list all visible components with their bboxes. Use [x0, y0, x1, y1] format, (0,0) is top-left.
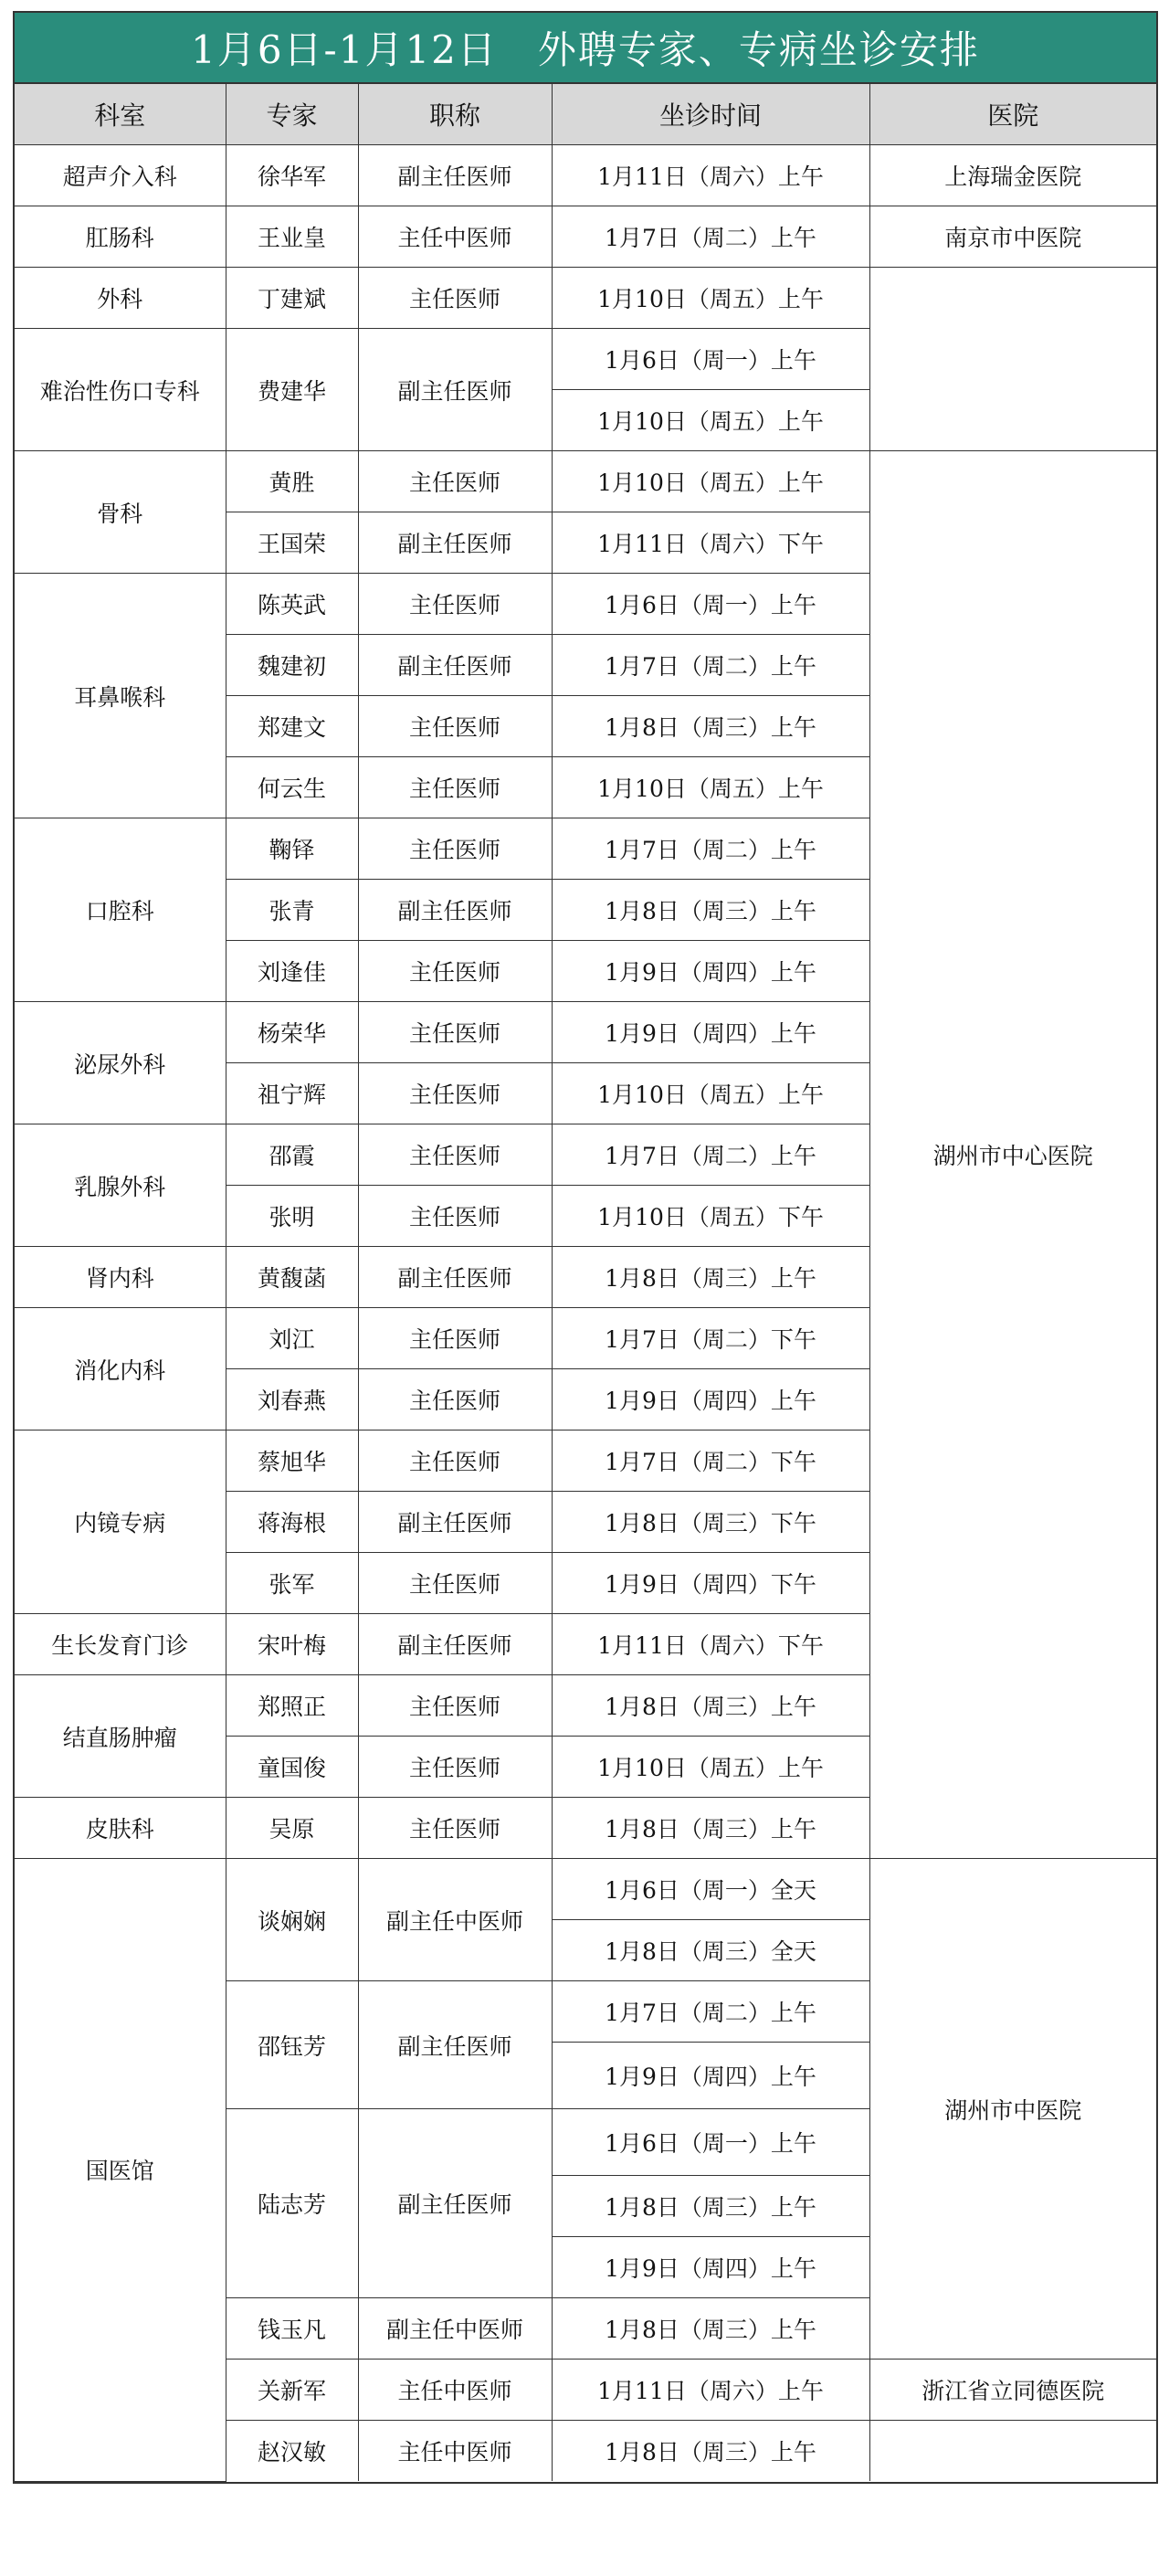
clinic-time-cell: 1月7日（周二）上午: [552, 1981, 869, 2043]
expert-name-cell: 刘逢佳: [226, 941, 358, 1002]
expert-title-cell: 副主任中医师: [358, 1859, 552, 1981]
clinic-time-cell: 1月6日（周一）上午: [552, 574, 869, 635]
clinic-time-cell: 1月7日（周二）上午: [552, 818, 869, 880]
expert-title-cell: 主任医师: [358, 1431, 552, 1492]
header-row: [15, 84, 1156, 145]
expert-title-cell: 主任医师: [358, 1308, 552, 1369]
clinic-time-cell: 1月8日（周三）上午: [552, 2176, 869, 2237]
expert-name-cell: 黄馥菡: [226, 1247, 358, 1308]
clinic-time-cell: 1月9日（周四）上午: [552, 941, 869, 1002]
expert-name-cell: 徐华军: [226, 145, 358, 206]
clinic-time-cell: 1月11日（周六）下午: [552, 1614, 869, 1675]
expert-title-cell: 主任医师: [358, 696, 552, 757]
clinic-time-cell: 1月6日（周一）上午: [552, 329, 869, 390]
expert-name-cell: 王国荣: [226, 512, 358, 574]
expert-name-cell: 吴原: [226, 1798, 358, 1859]
expert-title-cell: 副主任医师: [358, 635, 552, 696]
schedule-table: [15, 84, 1156, 2482]
clinic-time-cell: 1月8日（周三）上午: [552, 880, 869, 941]
department-cell: 乳腺外科: [15, 1124, 226, 1247]
clinic-time-cell: 1月8日（周三）上午: [552, 2298, 869, 2360]
expert-title-cell: 主任中医师: [358, 2421, 552, 2482]
expert-name-cell: 陆志芳: [226, 2109, 358, 2298]
expert-name-cell: 费建华: [226, 329, 358, 451]
clinic-time-cell: 1月8日（周三）上午: [552, 1675, 869, 1737]
expert-name-cell: 陈英武: [226, 574, 358, 635]
expert-name-cell: 张明: [226, 1186, 358, 1247]
expert-name-cell: 丁建斌: [226, 268, 358, 329]
table-row: [15, 145, 1156, 206]
schedule-body: [15, 145, 1156, 2482]
expert-title-cell: 主任医师: [358, 1553, 552, 1614]
clinic-time-cell: 1月9日（周四）上午: [552, 2237, 869, 2298]
hospital-cell: 湖州市中心医院: [869, 451, 1156, 1859]
expert-name-cell: 杨荣华: [226, 1002, 358, 1063]
expert-name-cell: 王业皇: [226, 206, 358, 268]
expert-title-cell: 主任医师: [358, 574, 552, 635]
expert-title-cell: 主任医师: [358, 1369, 552, 1431]
clinic-time-cell: 1月11日（周六）上午: [552, 145, 869, 206]
expert-title-cell: 副主任医师: [358, 1614, 552, 1675]
expert-name-cell: 蔡旭华: [226, 1431, 358, 1492]
expert-title-cell: 主任中医师: [358, 2360, 552, 2421]
clinic-time-cell: 1月6日（周一）上午: [552, 2109, 869, 2176]
header-expert: 专家: [226, 84, 358, 145]
expert-name-cell: 赵汉敏: [226, 2421, 358, 2482]
hospital-cell: 湖州市中医院: [869, 1859, 1156, 2360]
expert-name-cell: 郑照正: [226, 1675, 358, 1737]
clinic-time-cell: 1月7日（周二）上午: [552, 635, 869, 696]
clinic-time-cell: 1月10日（周五）上午: [552, 390, 869, 451]
clinic-time-cell: 1月8日（周三）全天: [552, 1920, 869, 1981]
clinic-time-cell: 1月10日（周五）下午: [552, 1186, 869, 1247]
clinic-time-cell: 1月8日（周三）上午: [552, 1247, 869, 1308]
department-cell: 肛肠科: [15, 206, 226, 268]
clinic-time-cell: 1月7日（周二）上午: [552, 1124, 869, 1186]
expert-name-cell: 黄胜: [226, 451, 358, 512]
department-cell: 生长发育门诊: [15, 1614, 226, 1675]
expert-title-cell: 主任医师: [358, 1002, 552, 1063]
department-cell: 耳鼻喉科: [15, 574, 226, 818]
clinic-time-cell: 1月11日（周六）下午: [552, 512, 869, 574]
expert-name-cell: 鞠铎: [226, 818, 358, 880]
department-cell: 口腔科: [15, 818, 226, 1002]
expert-title-cell: 主任医师: [358, 818, 552, 880]
expert-title-cell: 主任医师: [358, 1798, 552, 1859]
expert-name-cell: 张青: [226, 880, 358, 941]
expert-name-cell: 何云生: [226, 757, 358, 818]
clinic-time-cell: 1月8日（周三）下午: [552, 1492, 869, 1553]
expert-name-cell: 宋叶梅: [226, 1614, 358, 1675]
department-cell: 消化内科: [15, 1308, 226, 1431]
clinic-time-cell: 1月11日（周六）上午: [552, 2360, 869, 2421]
clinic-time-cell: 1月6日（周一）全天: [552, 1859, 869, 1920]
clinic-time-cell: 1月10日（周五）上午: [552, 451, 869, 512]
header-hospital: 医院: [869, 84, 1156, 145]
department-cell: 难治性伤口专科: [15, 329, 226, 451]
department-cell: 结直肠肿瘤: [15, 1675, 226, 1798]
header-title: 职称: [358, 84, 552, 145]
page-title: 1月6日-1月12日 外聘专家、专病坐诊安排: [15, 13, 1156, 84]
hospital-cell: [869, 268, 1156, 451]
department-cell: 骨科: [15, 451, 226, 574]
table-row: [15, 1859, 1156, 1920]
clinic-time-cell: 1月10日（周五）上午: [552, 757, 869, 818]
clinic-time-cell: 1月7日（周二）下午: [552, 1308, 869, 1369]
header-department: 科室: [15, 84, 226, 145]
expert-title-cell: 主任医师: [358, 1124, 552, 1186]
department-cell: 泌尿外科: [15, 1002, 226, 1124]
expert-title-cell: 副主任医师: [358, 329, 552, 451]
clinic-time-cell: 1月7日（周二）下午: [552, 1431, 869, 1492]
expert-name-cell: 关新军: [226, 2360, 358, 2421]
expert-title-cell: 主任医师: [358, 1675, 552, 1737]
expert-title-cell: 主任医师: [358, 268, 552, 329]
expert-title-cell: 主任医师: [358, 757, 552, 818]
clinic-time-cell: 1月9日（周四）上午: [552, 1369, 869, 1431]
hospital-cell: 上海瑞金医院: [869, 145, 1156, 206]
expert-title-cell: 副主任医师: [358, 1492, 552, 1553]
table-row: [15, 206, 1156, 268]
clinic-time-cell: 1月9日（周四）上午: [552, 2043, 869, 2109]
expert-name-cell: 魏建初: [226, 635, 358, 696]
expert-name-cell: 钱玉凡: [226, 2298, 358, 2360]
department-cell: 肾内科: [15, 1247, 226, 1308]
department-cell: 超声介入科: [15, 145, 226, 206]
expert-name-cell: 童国俊: [226, 1737, 358, 1798]
expert-title-cell: 主任中医师: [358, 206, 552, 268]
table-row: [15, 268, 1156, 329]
expert-title-cell: 副主任医师: [358, 880, 552, 941]
expert-name-cell: 张军: [226, 1553, 358, 1614]
expert-name-cell: 刘江: [226, 1308, 358, 1369]
clinic-time-cell: 1月10日（周五）上午: [552, 1737, 869, 1798]
department-cell: 外科: [15, 268, 226, 329]
clinic-time-cell: 1月8日（周三）上午: [552, 2421, 869, 2482]
expert-title-cell: 主任医师: [358, 1186, 552, 1247]
hospital-cell: 浙江省立同德医院: [869, 2360, 1156, 2421]
table-row: [15, 451, 1156, 512]
expert-name-cell: 蒋海根: [226, 1492, 358, 1553]
expert-title-cell: 主任医师: [358, 941, 552, 1002]
expert-title-cell: 副主任医师: [358, 1981, 552, 2109]
department-cell: 皮肤科: [15, 1798, 226, 1859]
header-time: 坐诊时间: [552, 84, 869, 145]
clinic-time-cell: 1月7日（周二）上午: [552, 206, 869, 268]
expert-name-cell: 邵钰芳: [226, 1981, 358, 2109]
expert-title-cell: 副主任医师: [358, 1247, 552, 1308]
clinic-time-cell: 1月9日（周四）下午: [552, 1553, 869, 1614]
expert-name-cell: 祖宁辉: [226, 1063, 358, 1124]
expert-title-cell: 主任医师: [358, 451, 552, 512]
expert-name-cell: 刘春燕: [226, 1369, 358, 1431]
expert-name-cell: 邵霞: [226, 1124, 358, 1186]
expert-title-cell: 副主任医师: [358, 2109, 552, 2298]
clinic-time-cell: 1月10日（周五）上午: [552, 1063, 869, 1124]
expert-title-cell: 主任医师: [358, 1063, 552, 1124]
clinic-time-cell: 1月10日（周五）上午: [552, 268, 869, 329]
hospital-cell: [869, 2421, 1156, 2482]
department-cell: 国医馆: [15, 1859, 226, 2482]
expert-title-cell: 副主任医师: [358, 512, 552, 574]
expert-title-cell: 副主任中医师: [358, 2298, 552, 2360]
clinic-time-cell: 1月9日（周四）上午: [552, 1002, 869, 1063]
schedule-sheet: [13, 11, 1158, 2484]
expert-title-cell: 副主任医师: [358, 145, 552, 206]
expert-name-cell: 郑建文: [226, 696, 358, 757]
expert-title-cell: 主任医师: [358, 1737, 552, 1798]
clinic-time-cell: 1月8日（周三）上午: [552, 696, 869, 757]
hospital-cell: 南京市中医院: [869, 206, 1156, 268]
clinic-time-cell: 1月8日（周三）上午: [552, 1798, 869, 1859]
expert-name-cell: 谈娴娴: [226, 1859, 358, 1981]
department-cell: 内镜专病: [15, 1431, 226, 1614]
